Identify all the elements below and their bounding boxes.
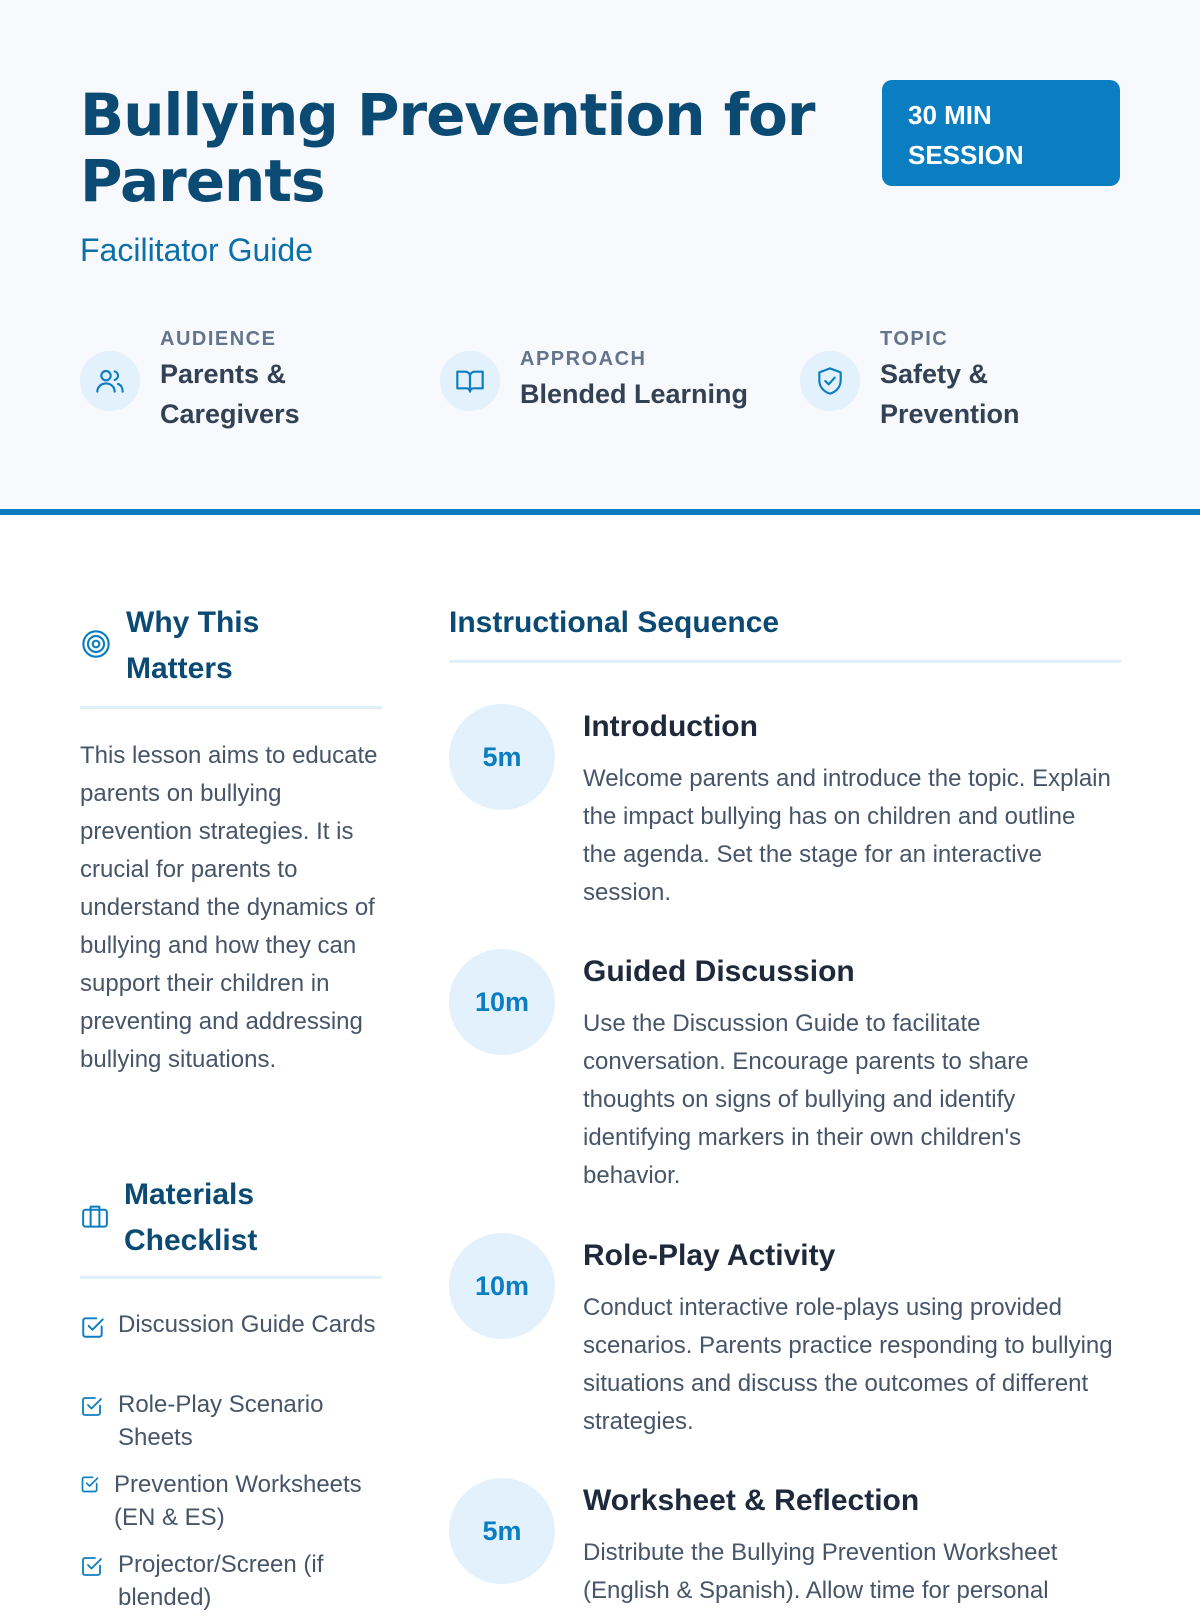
why-text: This lesson aims to educate parents on bullying prevention strategies. It is crucial for parents to understand the dynamics of bullying and how they can support their children in preventing and addressing bullying situations. (80, 742, 378, 1073)
book-open-icon (440, 351, 500, 411)
meta-approach (440, 320, 760, 440)
sequence-step (449, 704, 1129, 924)
materials-header (80, 1172, 284, 1264)
meta-audience (80, 320, 380, 440)
step-duration: 10m (449, 949, 555, 1055)
page-subtitle: Facilitator Guide (80, 232, 313, 268)
meta-value: Parents & Caregivers (160, 359, 300, 429)
why-header (80, 600, 286, 692)
step-duration: 5m (449, 704, 555, 810)
step-description: Welcome parents and introduce the topic. Explain the impact bullying has on children and outline the agenda. Set the stage for an interactive session. (583, 765, 1111, 906)
why-title: Why This Matters (126, 606, 260, 685)
checklist-label: Role-Play Scenario Sheets (118, 1391, 324, 1451)
shield-check-icon (800, 351, 860, 411)
checkbox-checked-icon[interactable] (80, 1394, 104, 1423)
step-title: Role-Play Activity (583, 1239, 836, 1272)
session-length-badge: 30 MIN SESSION (882, 80, 1120, 186)
checklist-label: Projector/Screen (if blended) (118, 1551, 324, 1611)
checklist-label: Prevention Worksheets (EN & ES) (114, 1471, 362, 1531)
divider (80, 706, 382, 709)
step-duration: 10m (449, 1233, 555, 1339)
checklist-item[interactable] (80, 1468, 380, 1538)
checklist-item[interactable] (80, 1548, 380, 1618)
divider (80, 1276, 382, 1279)
checklist-item[interactable] (80, 1308, 380, 1378)
sequence-step (449, 949, 1129, 1209)
meta-topic (800, 320, 1120, 440)
meta-label: APPROACH (520, 348, 647, 370)
checkbox-checked-icon[interactable] (80, 1314, 106, 1345)
step-title: Worksheet & Reflection (583, 1484, 920, 1517)
users-icon (80, 351, 140, 411)
step-description: Use the Discussion Guide to facilitate conversation. Encourage parents to share thoughts on signs of bullying and identify identifying markers in their own children's behavior. (583, 1010, 1029, 1189)
briefcase-icon (80, 1201, 112, 1236)
divider (449, 660, 1121, 663)
step-description: Conduct interactive role-plays using provided scenarios. Parents practice responding to bullying situations and discuss the outcomes of different strategies. (583, 1294, 1113, 1435)
materials-title: Materials Checklist (124, 1178, 258, 1257)
checkbox-checked-icon[interactable] (80, 1554, 104, 1583)
checklist-label: Discussion Guide Cards (118, 1311, 376, 1338)
meta-value: Blended Learning (520, 379, 749, 409)
meta-value: Safety & Prevention (880, 359, 1020, 429)
target-icon (80, 628, 114, 665)
sequence-step (449, 1478, 1129, 1604)
page-title: Bullying Prevention for Parents (80, 81, 815, 215)
header (0, 0, 1200, 515)
checklist-item[interactable] (80, 1388, 380, 1458)
step-title: Guided Discussion (583, 955, 855, 988)
meta-label: AUDIENCE (160, 328, 277, 350)
meta-label: TOPIC (880, 328, 949, 350)
sequence-step (449, 1233, 1129, 1453)
checkbox-checked-icon[interactable] (80, 1474, 100, 1499)
step-title: Introduction (583, 710, 758, 743)
sequence-title: Instructional Sequence (449, 606, 780, 639)
step-duration: 5m (449, 1478, 555, 1584)
step-description: Distribute the Bullying Prevention Worksheet (English & Spanish). Allow time for personal (583, 1539, 1058, 1604)
